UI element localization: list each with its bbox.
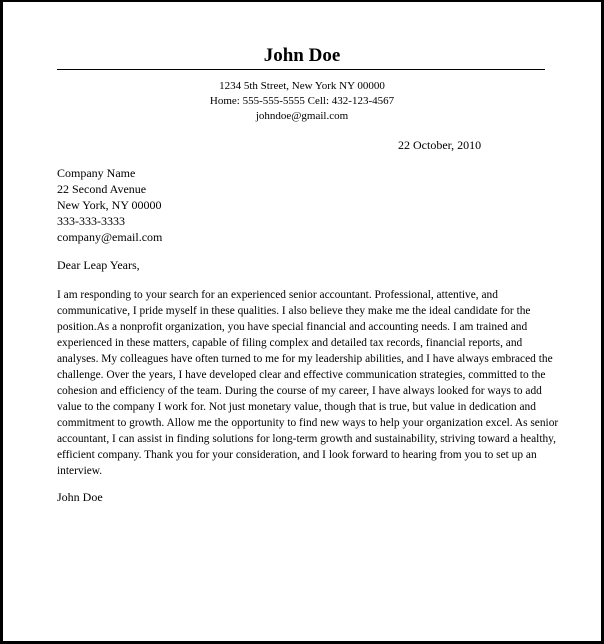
body-line: experienced in these matters, capable of filing complex and detailed tax records, financial reports, and — [57, 337, 523, 349]
body-line: position.As a nonprofit organization, you have special financial and accounting needs. I am trained and — [57, 321, 528, 333]
letter-date: 22 October, 2010 — [398, 138, 482, 152]
body-line: communicative, I pride myself in these qualities. I also believe they make me the ideal candidate for the — [57, 305, 531, 317]
sender-email: johndoe@gmail.com — [255, 110, 349, 122]
body-line: I am responding to your search for an experienced senior accountant. Professional, attentive, and — [57, 289, 498, 301]
sender-phones: Home: 555-555-5555 Cell: 432-123-4567 — [209, 95, 395, 107]
body-line: accountant, I can assist in finding solutions for long-term growth and sustainability, striving toward a healthy, — [57, 433, 556, 445]
recipient-phone: 333-333-3333 — [57, 214, 125, 228]
body-line: value to the company I work for. Not just monetary value, though that is true, but value in dedication and — [57, 401, 536, 413]
body-line: interview. — [57, 465, 103, 477]
recipient-company: Company Name — [57, 166, 136, 180]
body-line: analyses. My colleagues have often turned to me for my leadership abilities, and I have always embraced the — [57, 353, 553, 365]
sender-name: John Doe — [263, 45, 341, 66]
recipient-city: New York, NY 00000 — [57, 198, 162, 212]
body-line: commitment to growth. Allow me the opportunity to find new ways to help your organization excel. As senior — [57, 417, 559, 429]
signature: John Doe — [57, 490, 103, 504]
header-divider — [57, 69, 545, 70]
sender-address: 1234 5th Street, New York NY 00000 — [219, 80, 385, 92]
body-line: challenge. Over the years, I have developed clear and effective communication strategies, committed to the — [57, 369, 546, 381]
recipient-email: company@email.com — [57, 230, 163, 244]
salutation: Dear Leap Years, — [57, 258, 140, 272]
recipient-street: 22 Second Avenue — [57, 182, 147, 196]
body-line: cohesion and efficiency of the team. During the course of my career, I have always looked for ways to add — [57, 385, 542, 397]
recipient-block — [57, 165, 162, 245]
body-line: efficient company. Thank you for your consideration, and I look forward to hearing from you to set up an — [57, 449, 537, 461]
letter-body — [57, 287, 557, 479]
